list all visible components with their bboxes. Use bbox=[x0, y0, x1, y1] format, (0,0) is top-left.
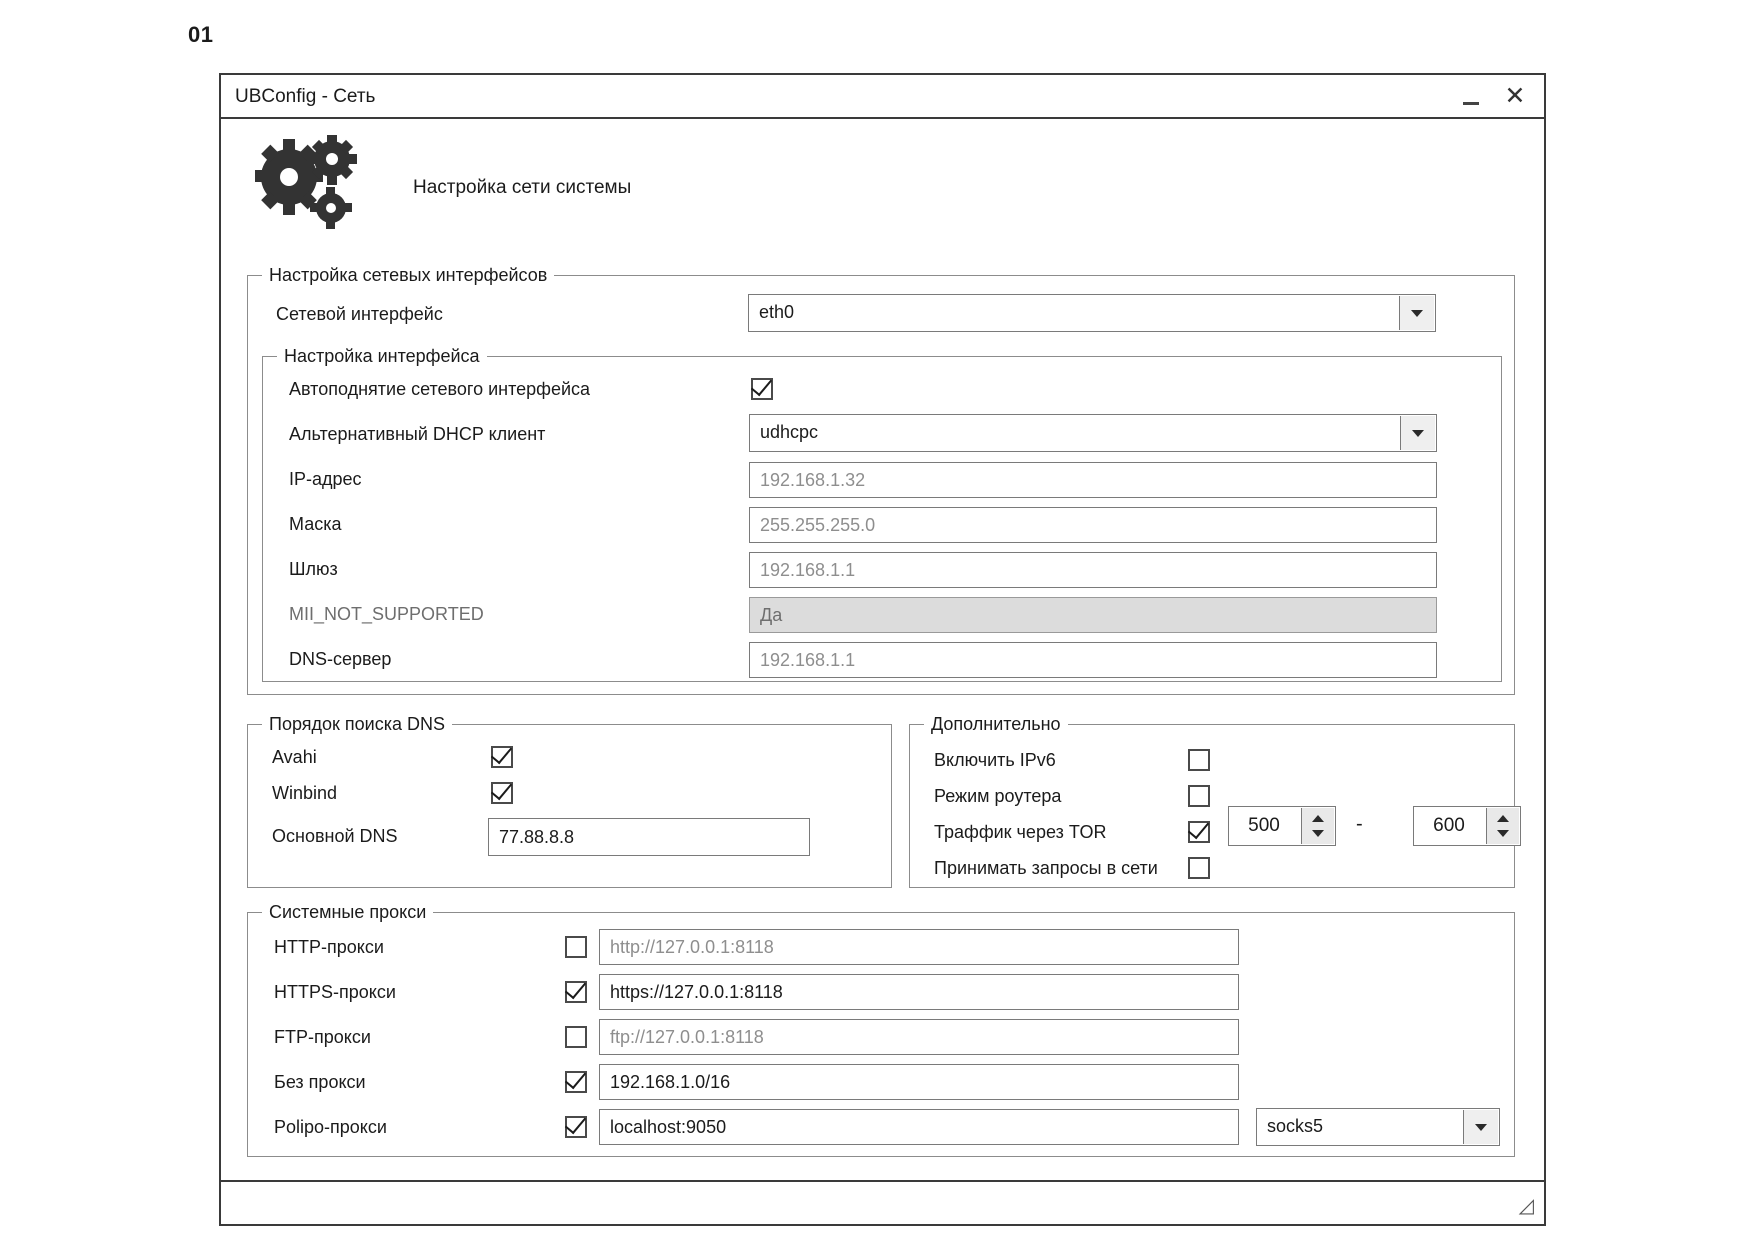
tor-port-to-spinner[interactable] bbox=[1413, 806, 1521, 846]
gateway-label: Шлюз bbox=[289, 559, 338, 579]
ftp-proxy-label: FTP-прокси bbox=[274, 1027, 371, 1047]
network-interfaces-group bbox=[247, 265, 1515, 695]
resize-grip-icon[interactable]: ◿ bbox=[1518, 1195, 1534, 1217]
additional-group bbox=[909, 714, 1515, 888]
main-dns-label: Основной DNS bbox=[272, 826, 398, 846]
dns-server-label: DNS-сервер bbox=[289, 649, 392, 669]
close-icon[interactable]: ✕ bbox=[1504, 82, 1526, 110]
dns-server-input[interactable]: 192.168.1.1 bbox=[749, 642, 1437, 678]
system-proxies-legend: Системные прокси bbox=[262, 902, 433, 923]
http-proxy-label: HTTP-прокси bbox=[274, 937, 384, 957]
no-proxy-checkbox[interactable] bbox=[565, 1071, 587, 1093]
ipv6-checkbox[interactable] bbox=[1188, 749, 1210, 771]
ipv6-label: Включить IPv6 bbox=[934, 750, 1056, 770]
dns-order-group bbox=[247, 714, 892, 888]
statusbar bbox=[221, 1180, 1544, 1224]
http-proxy-checkbox[interactable] bbox=[565, 936, 587, 958]
interface-settings-legend: Настройка интерфейса bbox=[277, 346, 487, 367]
dns-order-legend: Порядок поиска DNS bbox=[262, 714, 452, 735]
winbind-checkbox[interactable] bbox=[491, 782, 513, 804]
tor-port-range-dash: - bbox=[1356, 813, 1363, 835]
https-proxy-input[interactable]: https://127.0.0.1:8118 bbox=[599, 974, 1239, 1010]
netmask-label: Маска bbox=[289, 514, 342, 534]
no-proxy-input[interactable]: 192.168.1.0/16 bbox=[599, 1064, 1239, 1100]
polipo-proxy-input[interactable]: localhost:9050 bbox=[599, 1109, 1239, 1145]
interface-combo-value: eth0 bbox=[759, 302, 795, 322]
window-title: UBConfig - Сеть bbox=[235, 86, 376, 107]
main-dns-input[interactable]: 77.88.8.8 bbox=[488, 818, 810, 856]
gears-icon bbox=[259, 141, 379, 241]
dhcp-client-combo[interactable] bbox=[749, 414, 1437, 452]
interface-label: Сетевой интерфейс bbox=[276, 304, 443, 324]
autoup-checkbox[interactable] bbox=[751, 378, 773, 400]
gateway-input[interactable]: 192.168.1.1 bbox=[749, 552, 1437, 588]
network-interfaces-legend: Настройка сетевых интерфейсов bbox=[262, 265, 554, 286]
winbind-label: Winbind bbox=[272, 783, 338, 803]
interface-settings-group bbox=[262, 346, 1502, 682]
accept-requests-label: Принимать запросы в сети bbox=[934, 858, 1158, 878]
chevron-down-icon[interactable] bbox=[1463, 1110, 1498, 1144]
chevron-down-icon[interactable] bbox=[1399, 296, 1434, 330]
https-proxy-checkbox[interactable] bbox=[565, 981, 587, 1003]
polipo-proxy-label: Polipo-прокси bbox=[274, 1117, 387, 1137]
polipo-proxy-type-value: socks5 bbox=[1267, 1116, 1324, 1136]
figure-label: 01 bbox=[188, 22, 214, 47]
spinner-arrows-icon[interactable] bbox=[1486, 808, 1519, 844]
polipo-proxy-type-combo[interactable] bbox=[1256, 1108, 1500, 1146]
http-proxy-input[interactable]: http://127.0.0.1:8118 bbox=[599, 929, 1239, 965]
accept-requests-checkbox[interactable] bbox=[1188, 857, 1210, 879]
tor-traffic-checkbox[interactable] bbox=[1188, 821, 1210, 843]
tor-port-from-spinner[interactable] bbox=[1228, 806, 1336, 846]
ip-address-label: IP-адрес bbox=[289, 469, 362, 489]
autoup-label: Автоподнятие сетевого интерфейса bbox=[289, 379, 591, 399]
ubconfig-window bbox=[219, 73, 1546, 1226]
header-row bbox=[221, 119, 1544, 239]
netmask-input[interactable]: 255.255.255.0 bbox=[749, 507, 1437, 543]
mii-not-supported-label: MII_NOT_SUPPORTED bbox=[289, 604, 484, 624]
dhcp-client-label: Альтернативный DHCP клиент bbox=[289, 424, 546, 444]
polipo-proxy-checkbox[interactable] bbox=[565, 1116, 587, 1138]
tor-traffic-label: Траффик через TOR bbox=[934, 822, 1107, 842]
no-proxy-label: Без прокси bbox=[274, 1072, 366, 1092]
ftp-proxy-input[interactable]: ftp://127.0.0.1:8118 bbox=[599, 1019, 1239, 1055]
avahi-label: Avahi bbox=[272, 747, 317, 767]
tor-port-to-value: 600 bbox=[1433, 815, 1465, 836]
minimize-icon[interactable] bbox=[1456, 81, 1486, 111]
router-mode-checkbox[interactable] bbox=[1188, 785, 1210, 807]
avahi-checkbox[interactable] bbox=[491, 746, 513, 768]
router-mode-label: Режим роутера bbox=[934, 786, 1062, 806]
tor-port-from-value: 500 bbox=[1248, 815, 1280, 836]
header-caption: Настройка сети системы bbox=[413, 177, 632, 198]
chevron-down-icon[interactable] bbox=[1400, 416, 1435, 450]
window-titlebar bbox=[221, 75, 1544, 119]
dhcp-client-value: udhcpc bbox=[760, 422, 819, 442]
ftp-proxy-checkbox[interactable] bbox=[565, 1026, 587, 1048]
https-proxy-label: HTTPS-прокси bbox=[274, 982, 396, 1002]
spinner-arrows-icon[interactable] bbox=[1301, 808, 1334, 844]
mii-not-supported-input: Да bbox=[749, 597, 1437, 633]
interface-combo[interactable] bbox=[748, 294, 1436, 332]
additional-legend: Дополнительно bbox=[924, 714, 1068, 735]
window-client-area bbox=[221, 119, 1544, 1224]
ip-address-input[interactable]: 192.168.1.32 bbox=[749, 462, 1437, 498]
system-proxies-group bbox=[247, 902, 1515, 1157]
